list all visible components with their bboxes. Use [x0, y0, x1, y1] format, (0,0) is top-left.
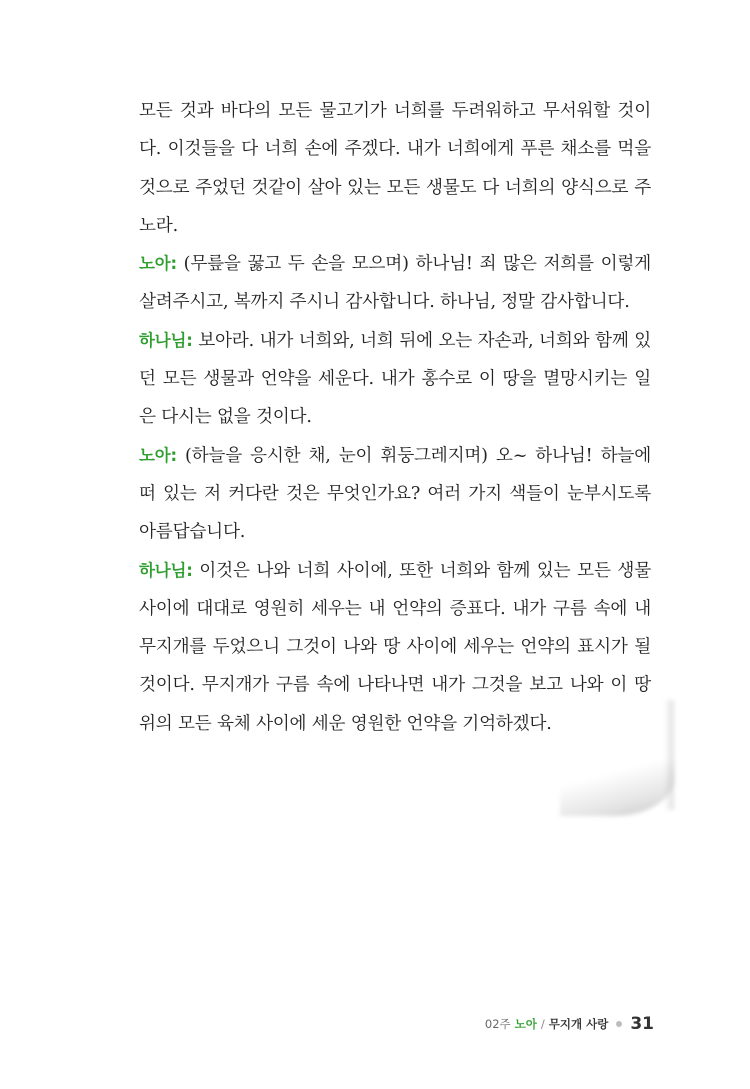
paragraph [139, 92, 651, 245]
paragraph [139, 437, 651, 552]
paragraph [139, 245, 651, 322]
paragraph-text: 보아라. 내가 너희와, 너희 뒤에 오는 자손과, 너희와 함께 있던 모든 생물과 언약을 세운다. 내가 홍수로 이 땅을 멸망시키는 일은 다시는 없을 것이다. [139, 330, 651, 428]
body-text [139, 92, 651, 743]
page-number: 31 [630, 1014, 654, 1034]
footer-chapter: 노아 [514, 1017, 537, 1031]
speaker-label: 노아: [139, 445, 177, 465]
footer-title: 무지개 사랑 [548, 1017, 609, 1031]
speaker-label: 하나님: [139, 330, 193, 350]
speaker-label: 하나님: [139, 560, 193, 580]
footer-slash: / [540, 1017, 545, 1031]
paragraph [139, 552, 651, 743]
footer-dot [616, 1021, 622, 1027]
paragraph-text: 이것은 나와 너희 사이에, 또한 너희와 함께 있는 모든 생물 사이에 대대로 영원히 세우는 내 언약의 증표다. 내가 구름 속에 내 무지개를 두었으니 그것이 나와 땅 사이에 세우는 언약의 표시가 될 것이다. 무지개가 구름 속에 나타나면 내가 그것을 보고 나와 이 땅 위의 모든 육체 사이에 세운 영원한 언약을 기억하겠다. [139, 560, 651, 734]
page-footer [485, 1014, 654, 1034]
footer-week: 02주 [484, 1017, 511, 1031]
paragraph [139, 322, 651, 437]
paragraph-text: (하늘을 응시한 채, 눈이 휘둥그레지며) 오~ 하나님! 하늘에 떠 있는 저 커다란 것은 무엇인가요? 여러 가지 색들이 눈부시도록 아름답습니다. [139, 445, 651, 543]
paragraph-text: 모든 것과 바다의 모든 물고기가 너희를 두려워하고 무서워할 것이다. 이것들을 다 너희 손에 주겠다. 내가 너희에게 푸른 채소를 먹을 것으로 주었던 것같이 살아 있는 모든 생물도 다 너희의 양식으로 주노라. [139, 101, 651, 236]
page-curl-shadow [560, 760, 675, 816]
paragraph-text: (무릎을 꿇고 두 손을 모으며) 하나님! 죄 많은 저희를 이렇게 살려주시고, 복까지 주시니 감사합니다. 하나님, 정말 감사합니다. [139, 254, 651, 313]
speaker-label: 노아: [139, 254, 177, 274]
